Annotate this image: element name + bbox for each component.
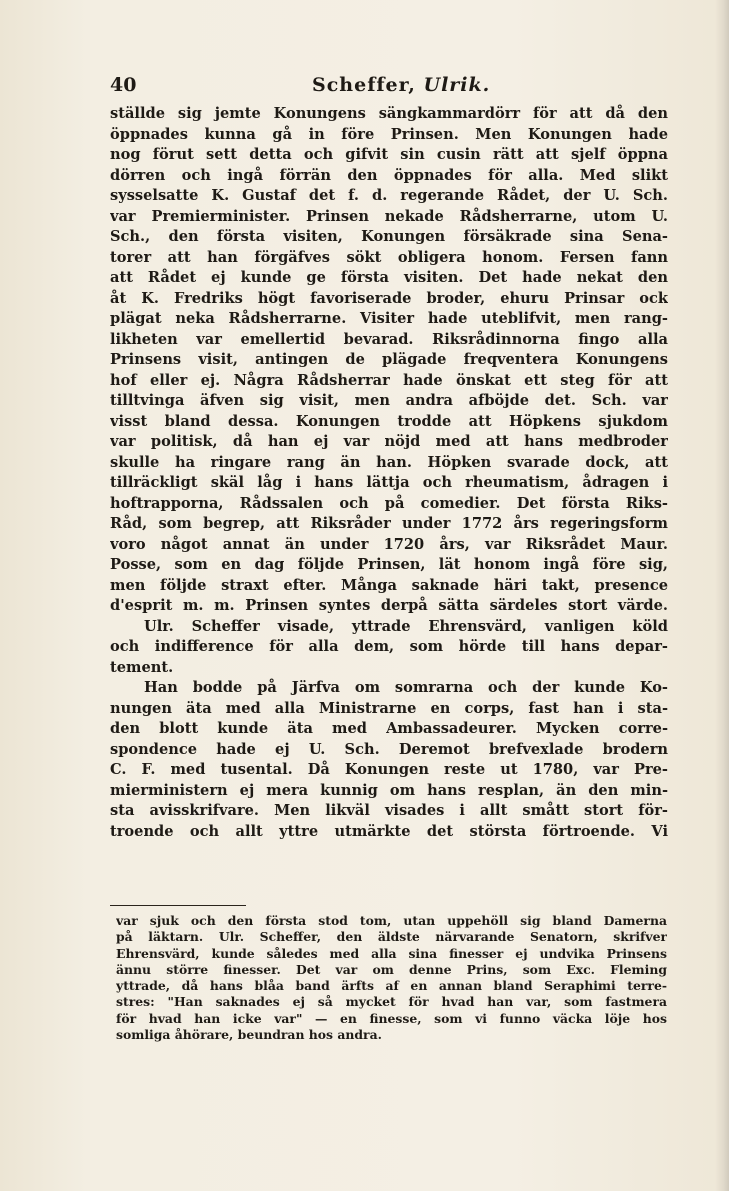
body-line: Sch., den första visiten, Konungen försäkrade sina Sena-	[110, 228, 668, 245]
body-line: voro något annat än under 1720 års, var Riksrådet Maur.	[110, 535, 668, 553]
footnote-line: somliga åhörare, beundran hos andra.	[116, 1027, 382, 1043]
body-line: torer att han förgäfves sökt obligera honom. Fersen fann	[110, 248, 668, 266]
running-head	[312, 74, 490, 96]
body-line: troende och allt yttre utmärkte det största förtroende. Vi	[110, 822, 668, 840]
footnote-divider	[110, 905, 246, 906]
body-line: visst bland dessa. Konungen trodde att Höpkens sjukdom	[110, 412, 668, 430]
body-line: skulle ha ringare rang än han. Höpken svarade dock, att	[110, 453, 668, 471]
footnote-line: var sjuk och den första stod tom, utan uppehöll sig bland Damerna	[116, 913, 667, 928]
body-line: nungen äta med alla Ministrarne en corps, fast han i sta-	[110, 699, 668, 717]
body-line: sysselsatte K. Gustaf det f. d. regerande Rådet, der U. Sch.	[110, 187, 668, 204]
running-head-name: Scheffer,	[312, 74, 416, 96]
footnote-line: på läktarn. Ulr. Scheffer, den äldste närvarande Senatorn, skrifver	[116, 929, 667, 945]
body-line: C. F. med tusental. Då Konungen reste ut 1780, var Pre-	[110, 761, 668, 778]
body-line: spondence hade ej U. Sch. Deremot brefvexlade brodern	[110, 740, 668, 758]
body-line: mierministern ej mera kunnig om hans resplan, än den min-	[110, 781, 668, 799]
body-line: tilltvinga äfven sig visit, men andra afböjde det. Sch. var	[110, 392, 668, 409]
footnote-line: Ehrensvärd, kunde således med alla sina finesser ej undvika Prinsens	[116, 945, 667, 961]
body-line: öppnades kunna gå in före Prinsen. Men Konungen hade	[110, 125, 668, 143]
body-line: ställde sig jemte Konungens sängkammardörr för att då den	[110, 105, 668, 122]
body-line: Han bodde på Järfva om somrarna och der kunde Ko-	[144, 679, 668, 696]
body-line: åt K. Fredriks högt favoriserade broder, ehuru Prinsar ock	[110, 289, 668, 307]
body-line: Prinsens visit, antingen de plägade freqventera Konungens	[110, 351, 668, 368]
body-line: den blott kunde äta med Ambassadeurer. Mycken corre-	[110, 720, 668, 737]
body-line: d'esprit m. m. Prinsen syntes derpå sätta särdeles stort värde.	[110, 597, 668, 614]
body-line: var Premierminister. Prinsen nekade Rådsherrarne, utom U.	[110, 207, 668, 225]
body-line: men följde straxt efter. Många saknade häri takt, presence	[110, 576, 668, 594]
body-line: nog förut sett detta och gifvit sin cusin rätt att sjelf öppna	[110, 146, 668, 163]
footnote-line: ännu större finesser. Det var om denne Prins, som Exc. Fleming	[116, 961, 667, 977]
body-line: tement.	[110, 658, 174, 676]
footnote-line: stres: "Han saknades ej så mycket för hvad han var, som fastmera	[116, 994, 667, 1010]
page-edge-shadow	[715, 0, 729, 1191]
footnote-line: yttrade, då hans blåa band ärfts af en annan bland Seraphimi terre-	[116, 978, 667, 994]
body-line: sta avisskrifvare. Men likväl visades i allt smått stort för-	[110, 802, 668, 819]
footnote-line: för hvad han icke var" — en finesse, som vi funno väcka löje hos	[116, 1010, 667, 1026]
page-header	[110, 72, 620, 102]
body-line: hof eller ej. Några Rådsherrar hade önskat ett steg för att	[110, 371, 668, 389]
footnote-block	[116, 913, 667, 1043]
body-line: hoftrapporna, Rådssalen och på comedier. Det första Riks-	[110, 494, 668, 512]
body-line: Ulr. Scheffer visade, yttrade Ehrensvärd, vanligen köld	[144, 617, 668, 635]
body-line: Posse, som en dag följde Prinsen, lät honom ingå före sig,	[110, 556, 668, 573]
body-line: var politisk, då han ej var nöjd med att hans medbroder	[110, 433, 668, 450]
body-line: att Rådet ej kunde ge första visiten. Det hade nekat den	[110, 269, 668, 286]
body-line: dörren och ingå förrän den öppnades för alla. Med slikt	[110, 166, 668, 184]
body-line: och indifference för alla dem, som hörde till hans depar-	[110, 638, 668, 655]
running-head-italic: Ulrik.	[423, 74, 491, 96]
body-line: likheten var emellertid bevarad. Riksrådinnorna fingo alla	[110, 330, 668, 348]
body-line: Råd, som begrep, att Riksråder under 1772 års regeringsform	[110, 515, 668, 532]
body-text	[110, 104, 668, 842]
page-number: 40	[110, 74, 137, 96]
body-line: plägat neka Rådsherrarne. Visiter hade uteblifvit, men rang-	[110, 310, 668, 327]
body-line: tillräckligt skäl låg i hans lättja och rheumatism, ådragen i	[110, 474, 668, 491]
